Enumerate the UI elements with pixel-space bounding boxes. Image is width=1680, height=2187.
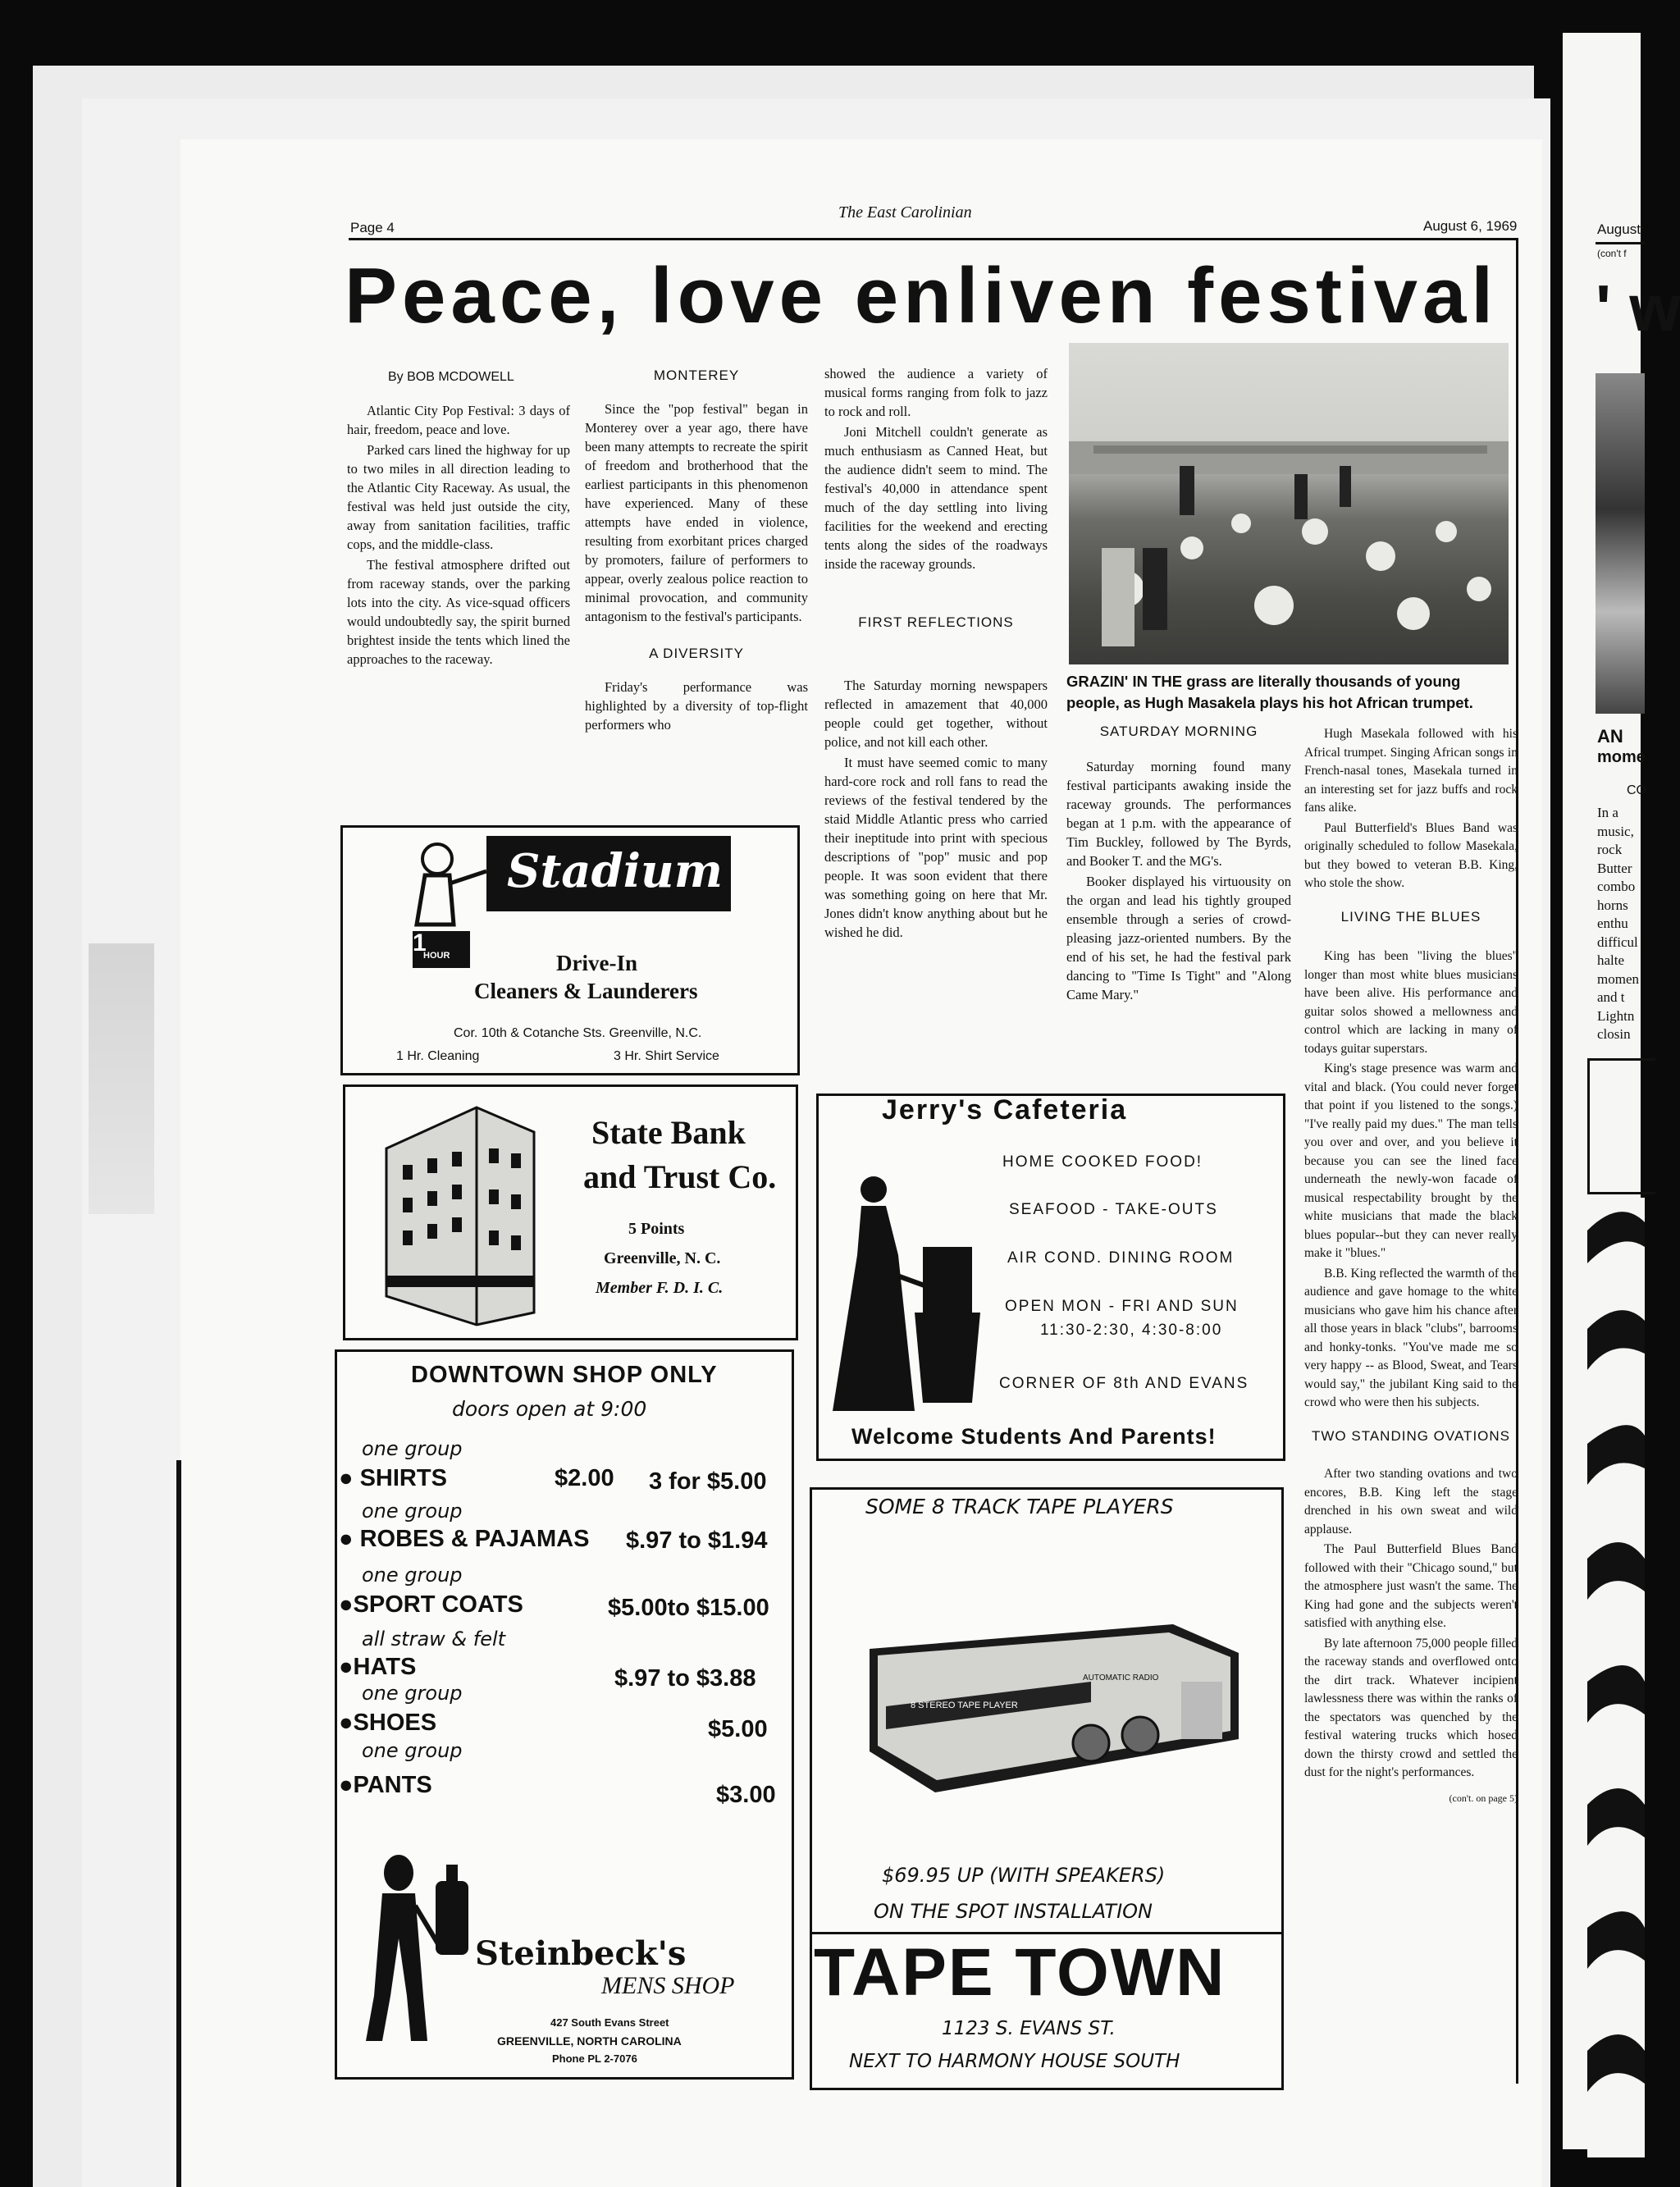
item-robes: ● ROBES & PAJAMAS	[339, 1526, 590, 1552]
paragraph: Friday's performance was highlighted by a diversity of top-flight performers who	[585, 679, 808, 733]
item-name: HATS	[353, 1654, 417, 1680]
adjacent-zebra-illustration	[1587, 1198, 1645, 2157]
state-bank-ad	[343, 1084, 798, 1340]
stadium-service-right: 3 Hr. Shirt Service	[614, 1049, 719, 1063]
subhead-monterey: MONTEREY	[653, 368, 740, 383]
binder-edge	[176, 1460, 181, 2187]
jerry-line-air-cond: AIR COND. DINING ROOM	[1007, 1249, 1235, 1267]
adjacent-line: Lightn	[1597, 1007, 1635, 1024]
tape-store-name: TAPE TOWN	[814, 1935, 1226, 2010]
headline: Peace, love enliven festival	[345, 252, 1499, 340]
gentleman-illustration	[362, 1848, 485, 2053]
jerry-line-home-cooked: HOME COOKED FOOD!	[1002, 1153, 1203, 1171]
crowd-illustration	[1069, 343, 1509, 664]
subhead-saturday-morning: SATURDAY MORNING	[1099, 724, 1258, 739]
jerry-line-open-days: OPEN MON - FRI AND SUN	[1005, 1298, 1239, 1315]
straw-felt-label: all straw & felt	[362, 1628, 506, 1651]
adjacent-line: Butter	[1597, 860, 1632, 876]
paragraph: The Saturday morning newspapers reflected in amazement that 40,000 people could get together, without police, and not kill each other.	[824, 678, 1048, 750]
festival-crowd-photo	[1069, 343, 1509, 664]
item-name: PANTS	[353, 1772, 432, 1798]
group-label: one group	[362, 1564, 463, 1587]
adjacent-ad-box	[1587, 1058, 1655, 1194]
article-col-5	[1304, 725, 1518, 1807]
adjacent-caption-2: mome	[1597, 748, 1646, 766]
jerry-line-location: CORNER OF 8th AND EVANS	[999, 1375, 1249, 1392]
issue-date: August 6, 1969	[1423, 218, 1518, 234]
stadium-logo: Stadium	[507, 844, 723, 898]
group-label: one group	[362, 1500, 463, 1523]
photo-caption: GRAZIN' IN THE grass are literally thousands of young people, as Hugh Masakela plays his hot African trumpet.	[1066, 673, 1473, 711]
store-subtitle: MENS SHOP	[601, 1972, 735, 1999]
adjacent-line: rock	[1597, 842, 1623, 857]
paragraph: Parked cars lined the highway for up to two miles in all direction leading to the Atlantic City Raceway. As usual, the festival was held just outside the city, away from sanitation facilities, traffic cops, and the middle-class.	[347, 442, 570, 552]
paragraph: showed the audience a variety of musical forms ranging from folk to jazz to rock and roll.	[824, 366, 1048, 419]
tape-store-landmark: NEXT TO HARMONY HOUSE SOUTH	[849, 2051, 1180, 2072]
item-hats: ●HATS	[339, 1654, 417, 1680]
adjacent-headline: ' w	[1596, 272, 1680, 345]
adjacent-line: momen	[1597, 970, 1639, 987]
adjacent-text	[1597, 804, 1639, 1044]
subhead-two-ovations: TWO STANDING OVATIONS	[1312, 1427, 1510, 1444]
adjacent-line: halte	[1597, 952, 1625, 968]
subhead-living-blues: LIVING THE BLUES	[1340, 908, 1481, 925]
shop-hours: doors open at 9:00	[452, 1397, 647, 1421]
paragraph: After two standing ovations and two encores, B.B. King left the stage drenched in his own sweat and wild applause.	[1304, 1467, 1518, 1536]
bank-name-2: and Trust Co.	[583, 1158, 777, 1195]
adjacent-cont: (con't f	[1597, 248, 1627, 259]
paragraph: The festival atmosphere drifted out from raceway stands, over the parking lots into the city. As vice-squad officers would undoubtedly say, the spirit burned brightest inside the tents which lined the approaches to the raceway.	[347, 557, 570, 667]
adjacent-line: In a	[1597, 805, 1618, 820]
article-col-4	[1066, 712, 1291, 1006]
article-col-3	[824, 364, 1048, 943]
paragraph: Hugh Masekala followed with his Africal trumpet. Singing African songs in French-nasal tones, Masekala turned in an interesting set for jazz buffs and rock fans alike.	[1304, 727, 1518, 815]
adjacent-photo	[1596, 373, 1645, 714]
paragraph: Joni Mitchell couldn't generate as much enthusiasm as Canned Heat, but the audience didn't seem to mind. The festival's 40,000 in attendance spent much of the day settling into living facilities for the weekend and erecting tents along the sides of the roadways inside the raceway grounds.	[824, 424, 1048, 572]
header-rule	[349, 238, 1518, 240]
price-shirts-bulk: 3 for $5.00	[649, 1468, 767, 1495]
item-name: SHIRTS	[359, 1465, 447, 1491]
item-name: SHOES	[353, 1710, 437, 1736]
adjacent-line: difficul	[1597, 934, 1638, 950]
jerry-footer: Welcome Students And Parents!	[851, 1424, 1217, 1449]
adjacent-rule	[1596, 242, 1645, 244]
item-shoes: ●SHOES	[339, 1710, 437, 1736]
paragraph: Booker displayed his virtuousity on the organ and lead his tightly grouped ensemble through a series of crowd-pleasing jazz-oriented numbers. By the end of his set, he had the festival park dancing to "Time Is Tight" and "Along Came Mary."	[1066, 874, 1291, 1002]
paragraph: The Paul Butterfield Blues Band followed with their "Chicago sound," but the atmosphere just wasn't the same. The King had gone and the subjects weren't satisfied with anything else.	[1304, 1542, 1518, 1630]
price-sport-coats: $5.00to $15.00	[608, 1595, 769, 1621]
paragraph: Since the "pop festival" began in Monterey over a year ago, there have been many attempts to recreate the spirit of freedom and brotherhood that the earliest participants in this phenomenon have experienced. Many of these attempts have ended in violence, resulting from exorbitant prices charged by promoters, failure of performers to appear, overly zealous police reaction to minimal provocation, and community antagonism to the festival's participants.	[585, 401, 808, 624]
library-stamp	[89, 943, 154, 1214]
item-name: SPORT COATS	[353, 1591, 523, 1618]
adjacent-line: horns	[1597, 897, 1628, 913]
subhead-first-reflections: FIRST REFLECTIONS	[858, 614, 1014, 630]
adjacent-date: August	[1597, 221, 1641, 237]
woman-silhouette-illustration	[824, 1173, 997, 1419]
article-col-1	[347, 368, 570, 670]
group-label: one group	[362, 1437, 463, 1460]
paragraph: Atlantic City Pop Festival: 3 days of hair, freedom, peace and love.	[347, 403, 570, 437]
tape-price: $69.95 UP (WITH SPEAKERS)	[882, 1864, 1166, 1887]
paragraph: B.B. King reflected the warmth of the audience and gave homage to the white musicians who gave him his chance after all those years in black "clubs", barrooms and honky-tonks. "You've made me so very happy -- as Blood, Sweat, and Tears would say," the jubilant King said to the crowd who were then his subjects.	[1304, 1266, 1518, 1409]
paragraph: King's stage presence was warm and vital and black. (You could never forget that point if you listened to the songs.) "I've really paid my dues." The man tells you over and over, and you believe it because you can see the lined face underneath the newly-won facade of musical respectability brought by the white musicians that made the black blues popular--but they can never really make it "blues."	[1304, 1062, 1518, 1260]
group-label: one group	[362, 1682, 463, 1705]
stadium-cleaners-ad	[340, 825, 800, 1075]
paragraph: Saturday morning found many festival participants awaking inside the raceway grounds. The performances began at 1 p.m. with the appearance of Tim Buckley, followed by The Byrds, and Booker T. and the MG's.	[1066, 759, 1291, 869]
paragraph: It must have seemed comic to many hard-core rock and roll fans to read the reviews of the festival tendered by the staid Middle Atlantic press who carried their ineptitude into print with specious descriptions of "pop" music and pop people. It was soon evident that there was something going on here that Mr. Jones didn't know anything about but he wished he did.	[824, 755, 1048, 940]
adjacent-line: combo	[1597, 879, 1636, 894]
jerry-title: Jerry's Cafeteria	[882, 1094, 1128, 1125]
stadium-service-left: 1 Hr. Cleaning	[396, 1049, 480, 1063]
tape-top-line: SOME 8 TRACK TAPE PLAYERS	[865, 1495, 1174, 1518]
store-address-2: GREENVILLE, NORTH CAROLINA	[497, 2034, 682, 2048]
stadium-address: Cor. 10th & Cotanche Sts. Greenville, N.C.	[454, 1026, 702, 1040]
paper-name: The East Carolinian	[838, 203, 972, 221]
adjacent-page-fragment	[1563, 33, 1680, 2149]
tape-device-label: 8 STEREO TAPE PLAYER	[911, 1701, 1018, 1710]
article-col-2	[585, 356, 808, 736]
bank-building-illustration	[370, 1099, 550, 1331]
store-phone: Phone PL 2-7076	[552, 2052, 637, 2065]
adjacent-line: and t	[1597, 989, 1625, 1005]
paragraph: Paul Butterfield's Blues Band was originally scheduled to follow Masekala, but they bowed to veteran B.B. King, who stole the show.	[1304, 820, 1518, 890]
subhead-diversity: A DIVERSITY	[649, 646, 744, 661]
paragraph: By late afternoon 75,000 people filled the raceway stands and overflowed onto the dirt track. Whatever incipient lawlessness there was within the ranks of the spectators was quenched by the festival watering trucks which hosed down the thirsty crowd and settled the dust for the night's performances.	[1304, 1636, 1518, 1779]
price-pants: $3.00	[716, 1782, 776, 1808]
jerry-line-seafood: SEAFOOD - TAKE-OUTS	[1009, 1201, 1218, 1218]
bank-location-2: Greenville, N. C.	[604, 1249, 721, 1267]
item-pants: ●PANTS	[339, 1772, 432, 1798]
adjacent-caption-1: AN	[1597, 726, 1623, 747]
group-label: one group	[362, 1739, 463, 1762]
steinbecks-shop-ad	[335, 1349, 794, 2080]
bank-member: Member F. D. I. C.	[596, 1279, 724, 1297]
tape-store-address: 1123 S. EVANS ST.	[942, 2018, 1116, 2039]
adjacent-line: enthu	[1597, 915, 1628, 931]
continued-note: (con't. on page 5)	[1449, 1792, 1518, 1804]
item-shirts: ● SHIRTS	[339, 1465, 447, 1491]
page-number: Page 4	[350, 220, 395, 235]
byline: By BOB MCDOWELL	[388, 370, 514, 384]
one-hour-badge-number: 1	[413, 929, 427, 957]
tape-player-illustration	[845, 1575, 1255, 1829]
paragraph: King has been "living the blues" longer than most white blues musicians have been alive. His performance and guitar solos showed a mellowness and control which are lacking in many of todays guitar superstars.	[1304, 949, 1518, 1056]
jerry-line-hours: 11:30-2:30, 4:30-8:00	[1040, 1322, 1223, 1339]
stadium-line1: Drive-In	[556, 951, 637, 975]
store-address-1: 427 South Evans Street	[550, 2016, 669, 2029]
price-hats: $.97 to $3.88	[614, 1665, 756, 1692]
price-shoes: $5.00	[708, 1716, 768, 1742]
store-name: Steinbeck's	[475, 1934, 687, 1973]
price-shirts: $2.00	[555, 1465, 614, 1491]
price-robes: $.97 to $1.94	[626, 1527, 768, 1554]
tape-install: ON THE SPOT INSTALLATION	[874, 1900, 1153, 1923]
one-hour-badge-word: HOUR	[423, 951, 450, 961]
item-name: ROBES & PAJAMAS	[359, 1526, 590, 1552]
adjacent-line: music,	[1597, 823, 1634, 839]
bank-location-1: 5 Points	[628, 1220, 685, 1238]
bank-name-1: State Bank	[591, 1114, 746, 1151]
item-sport-coats: ●SPORT COATS	[339, 1591, 523, 1618]
adjacent-line: closin	[1597, 1026, 1631, 1042]
stadium-line2: Cleaners & Launderers	[474, 979, 698, 1003]
adjacent-subhead: CO	[1627, 783, 1646, 797]
shop-title: DOWNTOWN SHOP ONLY	[411, 1362, 718, 1388]
tape-device-brand: AUTOMATIC RADIO	[1083, 1673, 1159, 1682]
